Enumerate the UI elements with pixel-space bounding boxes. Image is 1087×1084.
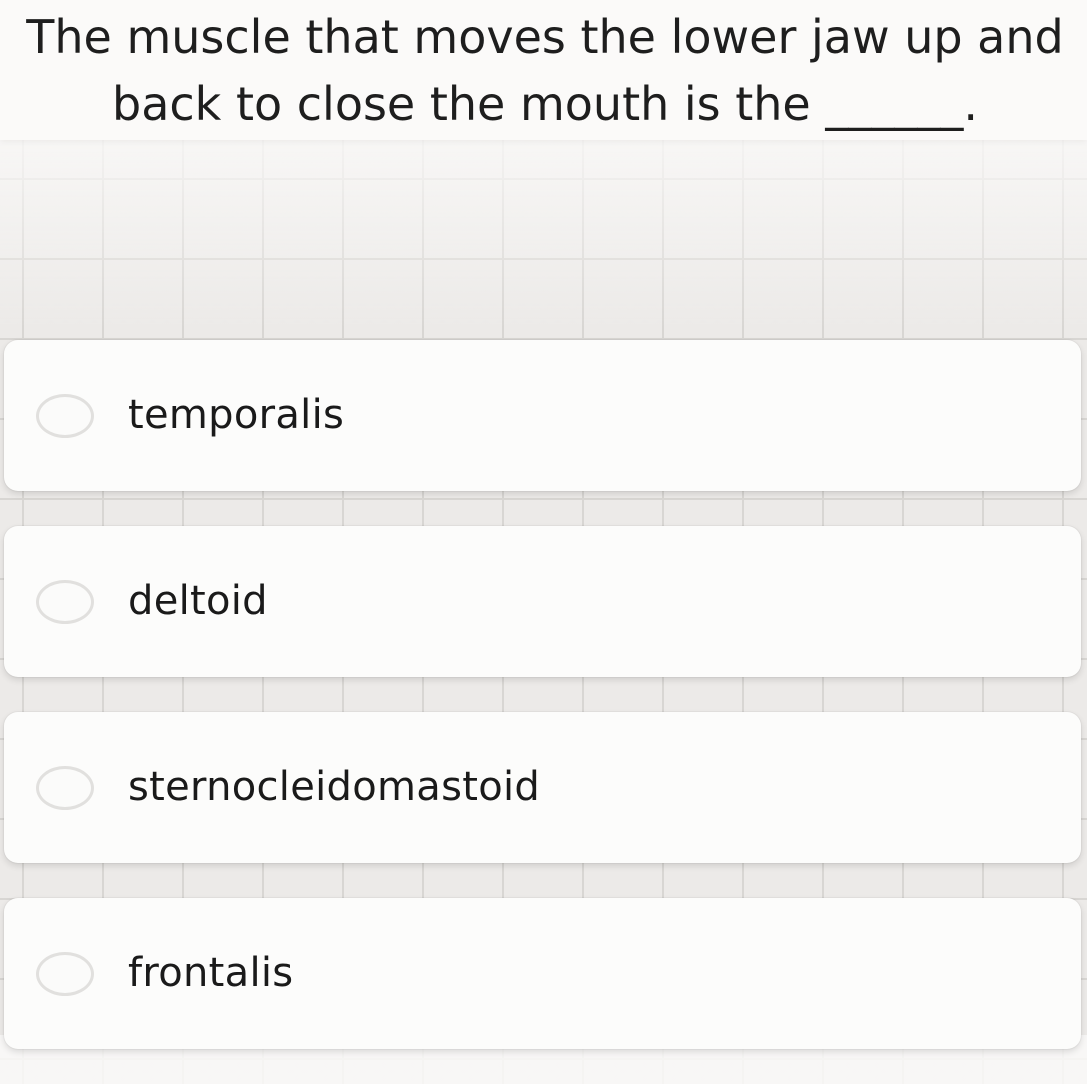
option-label: sternocleidomastoid — [128, 763, 541, 810]
question-text: The muscle that moves the lower jaw up and back to close the mouth is the ______. — [26, 10, 1064, 131]
question-panel — [0, 0, 1087, 140]
radio-circle-icon[interactable] — [36, 394, 94, 438]
option-frontalis[interactable] — [4, 898, 1081, 1049]
option-label: temporalis — [128, 391, 345, 438]
option-label: frontalis — [128, 949, 294, 996]
option-temporalis[interactable] — [4, 340, 1081, 491]
option-deltoid[interactable] — [4, 526, 1081, 677]
radio-circle-icon[interactable] — [36, 580, 94, 624]
option-label: deltoid — [128, 577, 268, 624]
option-sternocleidomastoid[interactable] — [4, 712, 1081, 863]
radio-circle-icon[interactable] — [36, 952, 94, 996]
answer-options — [4, 340, 1081, 1084]
radio-circle-icon[interactable] — [36, 766, 94, 810]
